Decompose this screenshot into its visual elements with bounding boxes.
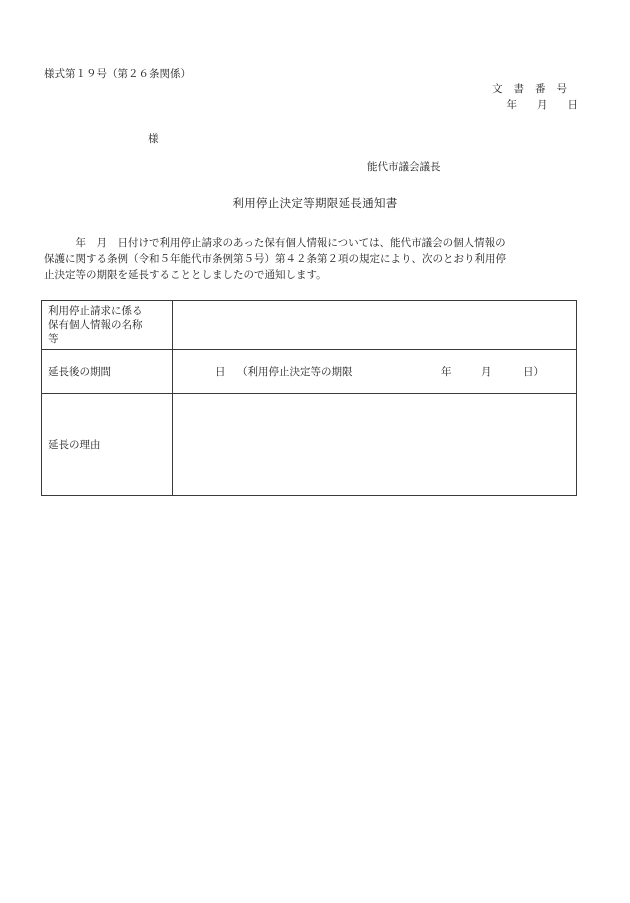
period-day-close: 日） xyxy=(523,366,544,378)
form-number: 様式第１９号（第２６条関係） xyxy=(44,68,191,80)
info-table xyxy=(41,300,577,496)
issuer-name: 能代市議会議長 xyxy=(367,161,441,173)
date-month: 月 xyxy=(537,99,548,111)
table-row xyxy=(42,350,577,394)
date-year: 年 xyxy=(506,99,517,111)
body-text xyxy=(44,235,578,283)
field-info-name[interactable] xyxy=(173,301,577,350)
body-line: 年 月 日付けで利用停止請求のあった保有個人情報については、能代市議会の個人情報の xyxy=(44,237,506,249)
period-deadline-label: （利用停止決定等の期限 xyxy=(237,366,353,378)
period-month: 月 xyxy=(481,366,492,378)
body-line: 保護に関する条例（令和５年能代市条例第５号）第４２条第２項の規定により、次のとおり利用停 xyxy=(44,253,506,265)
row-label-info-name: 利用停止請求に係る 保有個人情報の名称 等 xyxy=(42,301,173,350)
date-line xyxy=(507,97,579,112)
date-day: 日 xyxy=(567,99,578,111)
body-line: 止決定等の期限を延長することとしましたので通知します。 xyxy=(44,269,327,281)
period-year: 年 xyxy=(441,366,452,378)
row-label-reason: 延長の理由 xyxy=(42,394,173,496)
document-number-label: 文書番号 xyxy=(492,83,578,95)
addressee-suffix: 様 xyxy=(148,133,159,145)
row-label-extended-period: 延長後の期間 xyxy=(42,350,173,394)
table-row xyxy=(42,394,577,496)
table-row xyxy=(42,301,577,350)
field-reason[interactable] xyxy=(173,394,577,496)
document-title: 利用停止決定等期限延長通知書 xyxy=(232,196,398,210)
field-extended-period[interactable] xyxy=(173,350,577,394)
period-day: 日 xyxy=(215,366,226,378)
